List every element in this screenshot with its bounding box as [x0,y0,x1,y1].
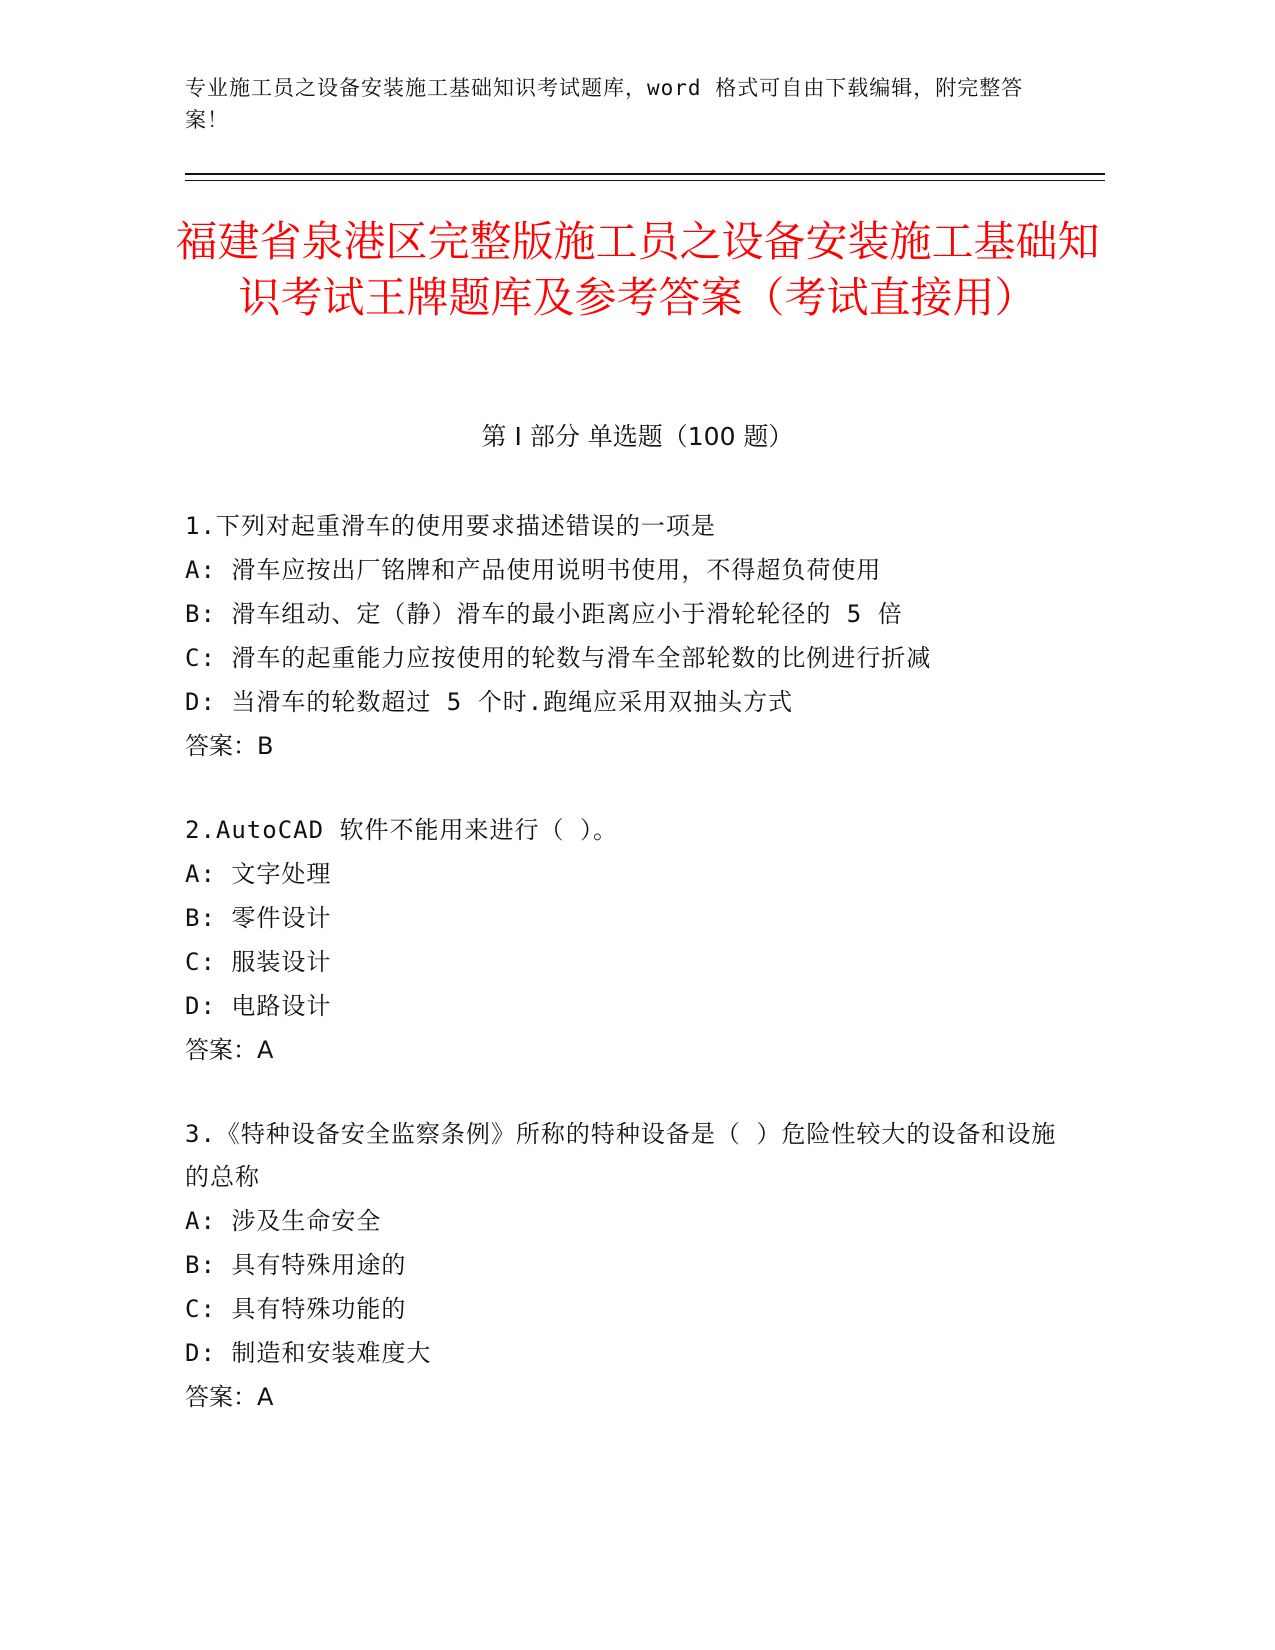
question-1 [185,504,1065,768]
option-a: A: 文字处理 [185,860,332,888]
answer: 答案：B [185,732,274,760]
option-b: B: 滑车组动、定（静）滑车的最小距离应小于滑轮轮径的 5 倍 [185,600,903,628]
option-c: C: 服装设计 [185,948,332,976]
answer: 答案：A [185,1036,274,1064]
answer: 答案：A [185,1383,274,1411]
question-text: 1.下列对起重滑车的使用要求描述错误的一项是 [185,512,716,540]
option-c: C: 滑车的起重能力应按使用的轮数与滑车全部轮数的比例进行折减 [185,644,932,672]
option-b: B: 零件设计 [185,904,332,932]
question-text: 2.AutoCAD 软件不能用来进行（ ）。 [185,816,618,844]
option-a: A: 涉及生命安全 [185,1207,382,1235]
option-d: D: 当滑车的轮数超过 5 个时.跑绳应采用双抽头方式 [185,688,794,716]
option-d: D: 电路设计 [185,992,332,1020]
question-2 [185,808,1065,1072]
option-c: C: 具有特殊功能的 [185,1295,407,1323]
header-rule-thin [185,180,1105,181]
document-title: 福建省泉港区完整版施工员之设备安装施工基础知识考试王牌题库及参考答案（考试直接用） [175,217,1100,322]
section-heading: 第 I 部分 单选题（100 题） [481,422,794,451]
option-a: A: 滑车应按出厂铭牌和产品使用说明书使用，不得超负荷使用 [185,556,882,584]
option-b: B: 具有特殊用途的 [185,1251,407,1279]
option-d: D: 制造和安装难度大 [185,1339,432,1367]
question-text: 3.《特种设备安全监察条例》所称的特种设备是（ ）危险性较大的设备和设施的总称 [185,1120,1057,1191]
header-note: 专业施工员之设备安装施工基础知识考试题库，word 格式可自由下载编辑，附完整答案！ [185,76,1024,132]
question-3 [185,1113,1065,1419]
header-rule-thick [185,173,1105,175]
